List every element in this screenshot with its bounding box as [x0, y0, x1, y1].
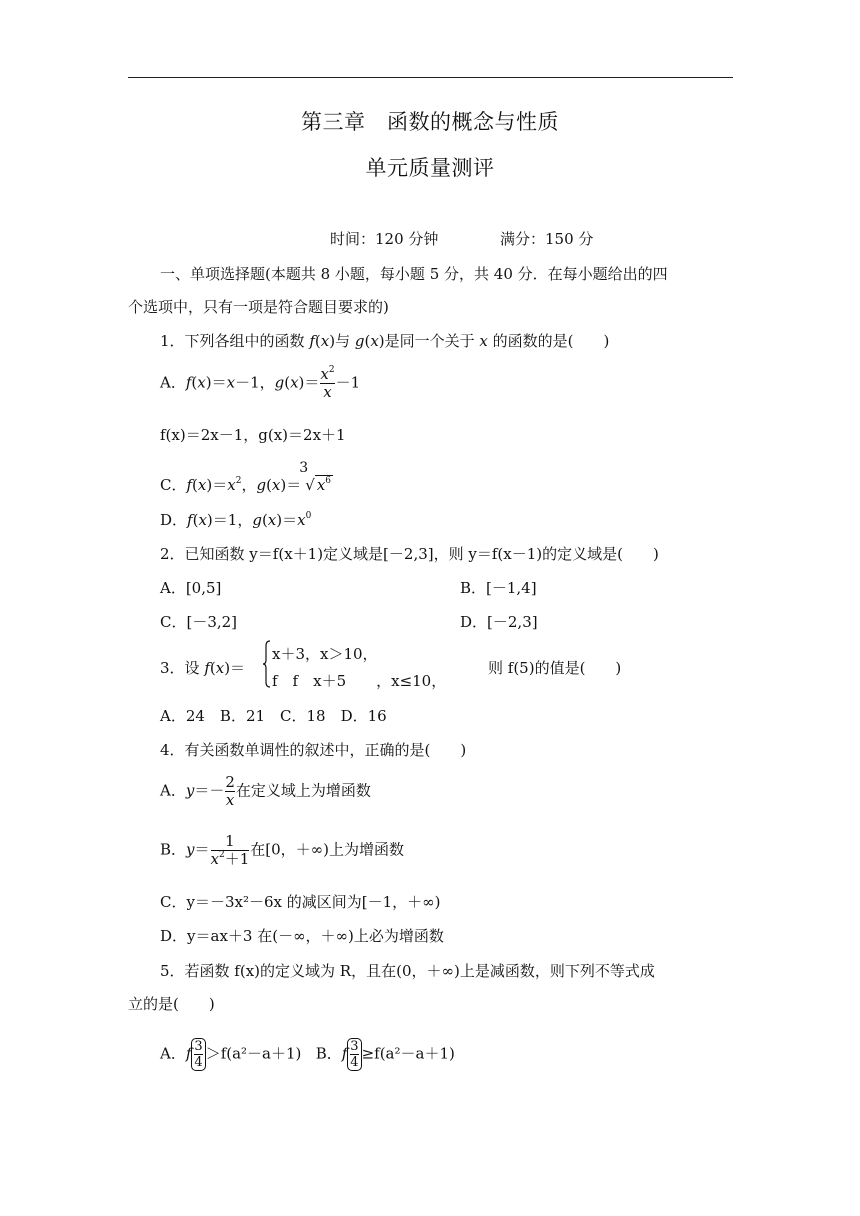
full-score: 满分：150 分: [500, 230, 594, 248]
q4-stem: 4．有关函数单调性的叙述中，正确的是( ): [160, 741, 467, 759]
q3-piece-2: f f x＋5 ，x≤10，: [272, 672, 447, 690]
q2-option-d: D．[－2,3]: [460, 613, 538, 631]
q1-option-d: D．f(x)＝1，$g(x)=x^0$: [160, 511, 312, 529]
q2-option-c: C．[－3,2]: [160, 613, 238, 631]
q1-option-c: C．$f(x)=x^2$，g(x)＝ 3 √ $x^6$: [160, 460, 332, 494]
q2-option-a: A．[0,5]: [160, 579, 222, 597]
q5-frac-a: $\frac{3}{4}$: [191, 1038, 205, 1071]
q2-option-b: B．[－1,4]: [460, 579, 537, 597]
q3-stem-end: 则 f(5)的值是( ): [488, 659, 622, 677]
section-intro-line1: 一、单项选择题(本题共 8 小题，每小题 5 分，共 40 分．在每小题给出的四: [160, 265, 668, 283]
q4-option-d: D．y＝ax＋3 在(－∞，＋∞)上必为增函数: [160, 927, 444, 945]
q1-option-b: f(x)＝2x－1，g(x)＝2x＋1: [160, 426, 346, 444]
piecewise-brace: [263, 640, 271, 688]
q4-option-a: A．y＝－ $\frac{2}{x}$ 在定义域上为增函数: [160, 773, 371, 809]
q5-options: A．f $\frac{3}{4}$ ＞f(a²－a＋1) B．f $\frac{3}{4}$ ≥f(a²－a＋1): [160, 1039, 455, 1070]
q1-stem: 1．下列各组中的函数 f(x)与 g(x)是同一个关于 x 的函数的是( ): [160, 332, 610, 350]
q5-stem-line1: 5．若函数 f(x)的定义域为 R，且在(0，＋∞)上是减函数，则下列不等式成: [160, 962, 655, 980]
q5-frac-b: $\frac{3}{4}$: [347, 1038, 361, 1071]
q3-piece-1: x＋3，x＞10，: [272, 645, 378, 663]
section-intro-line2: 个选项中，只有一项是符合题目要求的): [128, 298, 389, 316]
q4-option-c: C．y＝－3x²－6x 的减区间为[－1，＋∞): [160, 893, 441, 911]
q5-stem-line2: 立的是( ): [128, 995, 215, 1013]
q3-stem-start: 3．设 f(x)＝: [160, 659, 246, 677]
q1-option-a: A．f(x)＝x－1，g(x)＝ $\frac{x^2}{x}$ －1: [160, 365, 361, 401]
header-rule: [128, 77, 733, 78]
q3-options: A．24 B．21 C．18 D．16: [160, 707, 387, 725]
time-limit: 时间：120 分钟: [330, 230, 439, 248]
q2-stem: 2．已知函数 y＝f(x＋1)定义域是[－2,3]，则 y＝f(x－1)的定义域是( ): [160, 545, 659, 563]
unit-subtitle: 单元质量测评: [365, 156, 495, 180]
q4-option-b: B．y＝ $\frac{1}{x^2+1}$ 在[0，＋∞)上为增函数: [160, 832, 405, 868]
chapter-title: 第三章 函数的概念与性质: [301, 110, 559, 134]
